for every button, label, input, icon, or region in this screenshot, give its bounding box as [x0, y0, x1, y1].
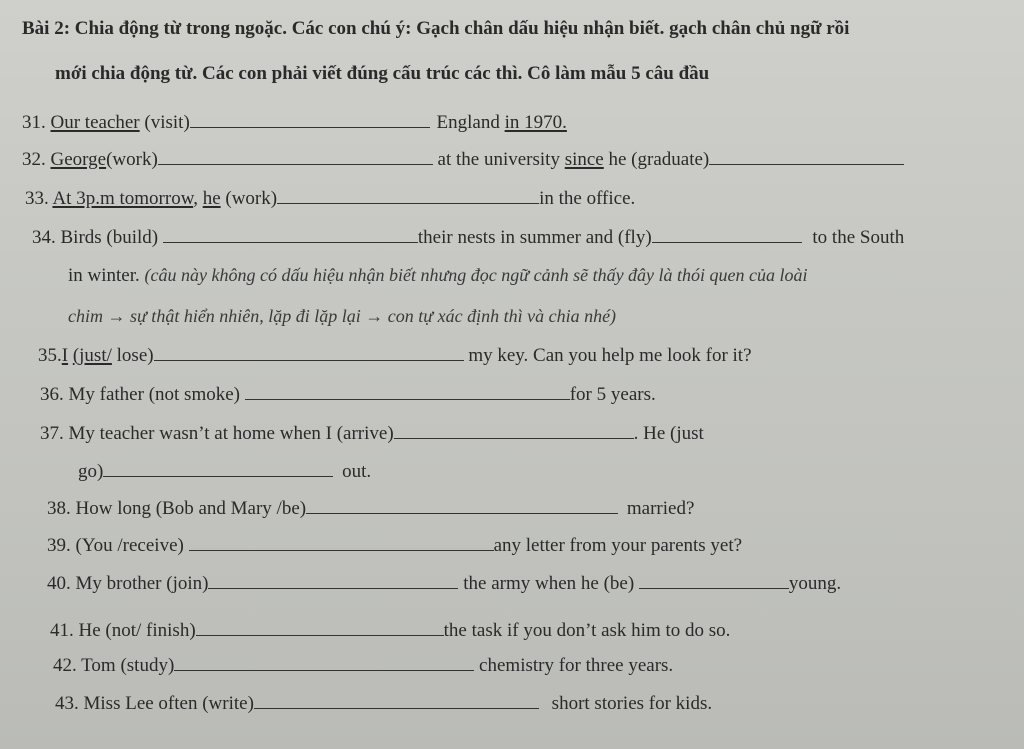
question-40: [47, 573, 841, 595]
question-43: [55, 693, 712, 715]
sentence-start: 41. He (not/ finish): [50, 620, 196, 641]
question-41: [50, 620, 730, 642]
sentence-end: in winter.: [68, 265, 140, 286]
question-36: [40, 384, 656, 406]
answer-blank[interactable]: [277, 202, 539, 204]
sentence-tail: he (graduate): [608, 149, 710, 170]
sentence-mid: the army when he (be): [463, 573, 635, 594]
teacher-note: (câu này không có dấu hiệu nhận biết nhưng đọc ngữ cảnh sẽ thấy đây là thói quen của loài: [144, 265, 808, 285]
sentence-rest: to the South: [812, 227, 905, 248]
signal-underlined: since: [564, 149, 604, 170]
sentence-start: Birds (build): [60, 227, 159, 248]
question-33: [25, 188, 635, 210]
verb-prompt: (work): [225, 188, 278, 209]
question-37-line-2: [78, 461, 371, 483]
sentence-start: 43. Miss Lee often (write): [55, 693, 254, 714]
signal-underlined: (just/: [72, 345, 112, 366]
sentence-rest: out.: [342, 461, 372, 482]
sentence-rest: short stories for kids.: [551, 693, 713, 714]
answer-blank[interactable]: [196, 634, 444, 636]
question-number: 34.: [32, 227, 56, 248]
answer-blank[interactable]: [306, 512, 618, 514]
question-42: [53, 655, 673, 677]
answer-blank[interactable]: [639, 587, 789, 589]
question-number: 31.: [22, 112, 46, 133]
sentence-mid: their nests in summer and (fly): [417, 227, 652, 248]
sentence-start: 37. My teacher wasn’t at home when I (arrive): [40, 423, 394, 444]
question-38: [47, 498, 694, 520]
sentence-rest: at the university: [437, 149, 560, 170]
sentence-rest: chemistry for three years.: [479, 655, 674, 676]
sentence-rest: in the office.: [539, 188, 636, 209]
sentence-start: 42. Tom (study): [53, 655, 175, 676]
sentence-rest: married?: [626, 498, 695, 519]
sentence-start: go): [78, 461, 104, 482]
verb-prompt: (work): [106, 149, 158, 170]
question-37: [40, 423, 704, 445]
sentence-rest: England: [436, 112, 500, 133]
sentence-rest: . He (just: [633, 423, 704, 444]
verb-prompt: lose): [116, 345, 154, 366]
signal-underlined: in 1970.: [504, 112, 567, 133]
question-number: 35.: [38, 345, 62, 366]
question-39: [47, 535, 742, 557]
question-34-line-2: [68, 265, 808, 287]
subject-underlined: George: [50, 149, 107, 170]
answer-blank[interactable]: [254, 707, 539, 709]
subject-underlined: he: [202, 188, 221, 209]
exercise-title-line-2: mới chia động từ. Các con phải viết đúng cấu trúc các thì. Cô làm mẫu 5 câu đầu: [55, 63, 710, 84]
subject-underlined: I: [61, 345, 69, 366]
subject-underlined: Our teacher: [50, 112, 140, 133]
teacher-note-continued: chim → sự thật hiển nhiên, lặp đi lặp lại → con tự xác định thì và chia nhé): [68, 306, 617, 326]
question-32: [22, 149, 904, 171]
answer-blank[interactable]: [245, 398, 570, 400]
sentence-rest: the task if you don’t ask him to do so.: [443, 620, 731, 641]
question-35: [38, 345, 752, 367]
signal-underlined: At 3p.m tomorrow: [52, 188, 194, 209]
answer-blank[interactable]: [190, 126, 430, 128]
answer-blank[interactable]: [208, 587, 458, 589]
sentence-rest: for 5 years.: [569, 384, 656, 405]
question-number: 33.: [25, 188, 49, 209]
answer-blank[interactable]: [158, 163, 433, 165]
answer-blank[interactable]: [163, 241, 418, 243]
answer-blank[interactable]: [394, 437, 634, 439]
question-number: 32.: [22, 149, 46, 170]
answer-blank[interactable]: [652, 241, 802, 243]
sentence-start: 36. My father (not smoke): [40, 384, 240, 405]
answer-blank[interactable]: [709, 163, 904, 165]
comma: ,: [193, 188, 198, 209]
verb-prompt: (visit): [144, 112, 190, 133]
sentence-start: 39. (You /receive): [47, 535, 184, 556]
sentence-rest: my key. Can you help me look for it?: [468, 345, 752, 366]
answer-blank[interactable]: [103, 475, 333, 477]
sentence-rest: any letter from your parents yet?: [493, 535, 743, 556]
answer-blank[interactable]: [154, 359, 464, 361]
sentence-start: 38. How long (Bob and Mary /be): [47, 498, 307, 519]
sentence-rest: young.: [788, 573, 842, 594]
answer-blank[interactable]: [189, 549, 494, 551]
sentence-start: 40. My brother (join): [47, 573, 209, 594]
question-34: [32, 227, 904, 249]
question-31: [22, 112, 567, 134]
exercise-title-line-1: Bài 2: Chia động từ trong ngoặc. Các con chú ý: Gạch chân dấu hiệu nhận biết. gạch chân chủ ngữ rồi: [22, 18, 850, 39]
answer-blank[interactable]: [174, 669, 474, 671]
